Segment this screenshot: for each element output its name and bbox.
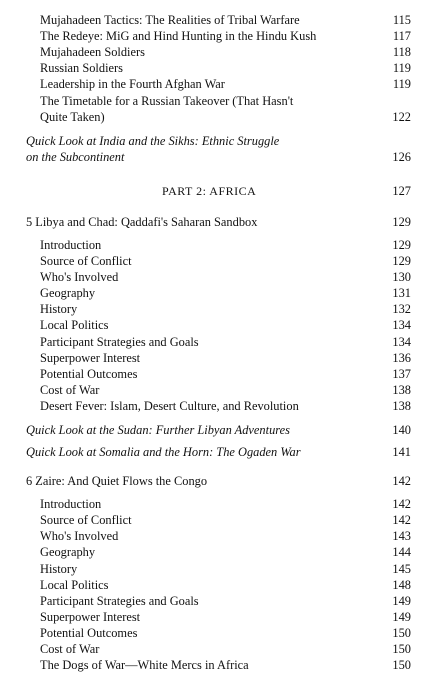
toc-section-title: The Timetable for a Russian Takeover (That Hasn't — [40, 94, 294, 108]
toc-page-number: 138 — [392, 399, 411, 413]
toc-section-title: Desert Fever: Islam, Desert Culture, and Revolution — [40, 399, 299, 413]
toc-page-number: 150 — [392, 626, 411, 640]
toc-page-number: 119 — [392, 77, 411, 91]
toc-section-title: Who's Involved — [40, 270, 119, 284]
toc-page-number: 118 — [392, 45, 411, 59]
toc-page-number: 150 — [392, 658, 411, 672]
toc-section-title: Mujahadeen Tactics: The Realities of Tribal Warfare — [40, 13, 300, 27]
toc-page-number: 144 — [392, 545, 411, 559]
toc-section-title: Mujahadeen Soldiers — [40, 45, 145, 59]
toc-page-number: 141 — [392, 445, 411, 459]
toc-page-number: 150 — [392, 642, 411, 656]
toc-section-title: History — [40, 562, 78, 576]
toc-section-title: Russian Soldiers — [40, 61, 123, 75]
toc-page-number: 129 — [392, 254, 411, 268]
toc-part-heading: PART 2: AFRICA — [162, 184, 257, 198]
toc-section-title: History — [40, 302, 78, 316]
toc-page-number: 136 — [392, 351, 411, 365]
toc-section-title: Cost of War — [40, 383, 100, 397]
toc-page-number: 132 — [392, 302, 411, 316]
toc-section-title: Introduction — [40, 238, 102, 252]
toc-quick-look-title: Quick Look at India and the Sikhs: Ethnic Struggle — [26, 134, 280, 148]
toc-page-number: 115 — [392, 13, 411, 27]
toc-section-title: Who's Involved — [40, 529, 119, 543]
toc-page-number: 142 — [392, 497, 411, 511]
toc-page-number: 138 — [392, 383, 411, 397]
toc-page-number: 140 — [392, 423, 411, 437]
toc-page-number: 142 — [392, 513, 411, 527]
toc-page-number: 134 — [392, 318, 411, 332]
toc-page-number: 134 — [392, 335, 411, 349]
toc-section-title: Source of Conflict — [40, 254, 132, 268]
toc-page-number: 129 — [392, 215, 411, 229]
toc-section-title: Cost of War — [40, 642, 100, 656]
toc-quick-look-title: Quick Look at the Sudan: Further Libyan Adventures — [26, 423, 290, 437]
toc-section-title: Quite Taken) — [40, 110, 105, 124]
toc-section-title: Local Politics — [40, 578, 109, 592]
toc-quick-look-title: on the Subcontinent — [26, 150, 125, 164]
toc-section-title: Superpower Interest — [40, 610, 141, 624]
toc-page-number: 149 — [392, 594, 411, 608]
toc-page-number: 149 — [392, 610, 411, 624]
toc-section-title: Source of Conflict — [40, 513, 132, 527]
toc-section-title: Potential Outcomes — [40, 626, 138, 640]
toc-section-title: Local Politics — [40, 318, 109, 332]
toc-chapter-title: 6 Zaire: And Quiet Flows the Congo — [26, 474, 208, 488]
toc-page-number: 126 — [392, 150, 411, 164]
toc-page-number: 137 — [392, 367, 411, 381]
toc-page-number: 143 — [392, 529, 411, 543]
toc-section-title: Superpower Interest — [40, 351, 141, 365]
toc-page-number: 127 — [392, 184, 411, 198]
toc-section-title: The Dogs of War—White Mercs in Africa — [40, 658, 249, 672]
toc-page-number: 122 — [392, 110, 411, 124]
toc-section-title: Potential Outcomes — [40, 367, 138, 381]
toc-page-number: 142 — [392, 474, 411, 488]
toc-page-number: 145 — [392, 562, 411, 576]
toc-section-title: Leadership in the Fourth Afghan War — [40, 77, 225, 91]
toc-page-number: 148 — [392, 578, 411, 592]
toc-section-title: Participant Strategies and Goals — [40, 335, 199, 349]
toc-section-title: The Redeye: MiG and Hind Hunting in the Hindu Kush — [40, 29, 317, 43]
toc-section-title: Introduction — [40, 497, 102, 511]
toc-section-title: Participant Strategies and Goals — [40, 594, 199, 608]
toc-page-number: 131 — [392, 286, 411, 300]
toc-section-title: Geography — [40, 286, 96, 300]
toc-page-number: 129 — [392, 238, 411, 252]
toc-chapter-title: 5 Libya and Chad: Qaddafi's Saharan Sandbox — [26, 215, 258, 229]
toc-page-number: 117 — [392, 29, 411, 43]
toc-quick-look-title: Quick Look at Somalia and the Horn: The Ogaden War — [26, 445, 301, 459]
toc-section-title: Geography — [40, 545, 96, 559]
toc-page-number: 119 — [392, 61, 411, 75]
toc-page-number: 130 — [392, 270, 411, 284]
